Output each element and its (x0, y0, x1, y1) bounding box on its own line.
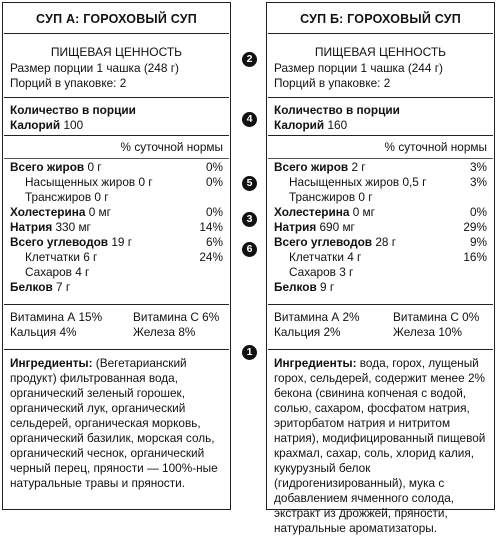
marker-4: 4 (242, 112, 257, 127)
label-title: СУП А: ГОРОХОВЫЙ СУП (4, 3, 229, 34)
ingredients: Ингредиенты: (Вегетарианский продукт) фильтрованная вода, органический зеленый горошек, органический лук, органический сельдерей, органическая морковь, органический базилик, морская соль, органический чеснок, органический черный перец, пряности — 100%-ные натуральные травы и пряности. (10, 356, 218, 490)
sugars-row: Сахаров 3 г (289, 265, 354, 279)
fiber-row: Клетчатки 4 г 16% (289, 250, 487, 264)
trans-fat-row: Трансжиров 0 г (25, 190, 109, 204)
serving-size: Размер порции 1 чашка (248 г) (10, 61, 179, 75)
carbohydrate-row: Всего углеводов 28 г 9% (274, 235, 487, 249)
marker-6: 6 (242, 242, 257, 257)
vitamins-row-2: Кальция 4% Железа 8% (10, 325, 196, 339)
sodium-row: Натрия 330 мг 14% (10, 220, 223, 234)
sugars-row: Сахаров 4 г (25, 265, 90, 279)
vitamins-row-2: Кальция 2% Железа 10% (274, 325, 462, 339)
saturated-fat-row: Насыщенных жиров 0 г 0% (25, 175, 223, 189)
daily-value-header: % суточной нормы (384, 140, 487, 154)
carbohydrate-row: Всего углеводов 19 г 6% (10, 235, 223, 249)
vitamins-row-1: Витамина А 15% Витамина С 6% (10, 310, 220, 324)
nutrition-header: ПИЩЕВАЯ ЦЕННОСТЬ (50, 45, 183, 59)
marker-3: 3 (242, 212, 257, 227)
marker-1: 1 (242, 345, 257, 360)
marker-5: 5 (242, 176, 257, 191)
servings-per-container: Порций в упаковке: 2 (10, 76, 127, 90)
total-fat-row: Всего жиров 2 г 3% (274, 160, 487, 174)
nutrition-label-soup-b (266, 2, 495, 535)
amount-per-serving: Количество в порции (10, 103, 136, 117)
protein-row: Белков 7 г (10, 280, 71, 294)
cholesterol-row: Холестерина 0 мг 0% (10, 205, 223, 219)
sodium-row: Натрия 690 мг 29% (274, 220, 487, 234)
label-title: СУП Б: ГОРОХОВЫЙ СУП (268, 3, 493, 34)
protein-row: Белков 9 г (274, 280, 335, 294)
fiber-row: Клетчатки 6 г 24% (25, 250, 223, 264)
amount-per-serving: Количество в порции (274, 103, 400, 117)
nutrition-header: ПИЩЕВАЯ ЦЕННОСТЬ (314, 45, 447, 59)
vitamins-row-1: Витамина А 2% Витамина С 0% (274, 310, 480, 324)
ingredients: Ингредиенты: вода, горох, лущеный горох, сельдерей, содержит менее 2% бекона (свинина копченая с водой, солью, сахаром, фосфатом натрия, эриторбатом натрия и нитритом натрия), модифицированный пищевой крахмал, сахар, соль, хлорид калия, кукурузный белок (гидрогенизированный), мука с добавлением ячменного солода, экстракт из дрожжей, пряности, натуральные ароматизаторы. (274, 356, 486, 535)
daily-value-header: % суточной нормы (120, 140, 223, 154)
trans-fat-row: Трансжиров 0 г (289, 190, 373, 204)
nutrition-label-soup-a (2, 2, 231, 510)
saturated-fat-row: Насыщенных жиров 0,5 г 3% (289, 175, 487, 189)
servings-per-container: Порций в упаковке: 2 (274, 76, 391, 90)
marker-2: 2 (242, 52, 257, 67)
cholesterol-row: Холестерина 0 мг 0% (274, 205, 487, 219)
serving-size: Размер порции 1 чашка (244 г) (274, 61, 443, 75)
calories-row: Калорий 160 (274, 118, 348, 132)
total-fat-row: Всего жиров 0 г 0% (10, 160, 223, 174)
calories-row: Калорий 100 (10, 118, 84, 132)
